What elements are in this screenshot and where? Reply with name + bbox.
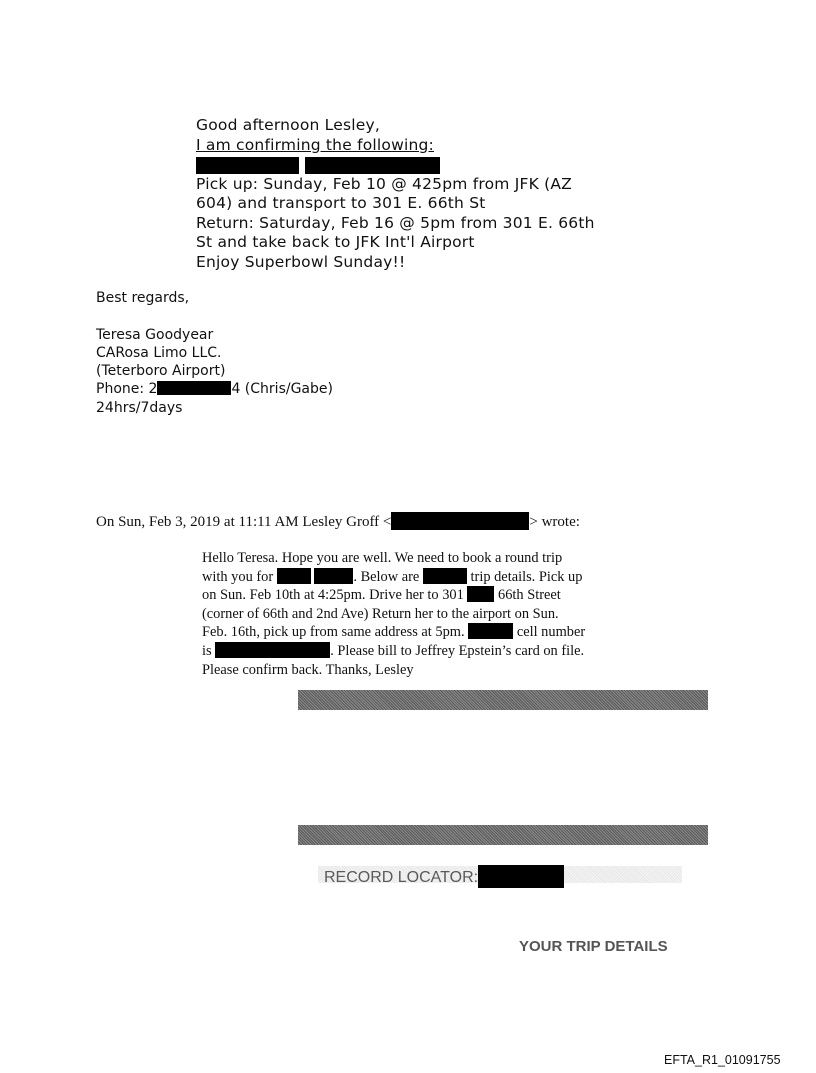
phone-label: Phone: 2: [96, 381, 158, 398]
reply-confirm-line: I am confirming the following:: [196, 135, 434, 154]
trip-details-heading: YOUR TRIP DETAILS: [519, 938, 668, 955]
text-fragment: on Sun. Feb 10th at 4:25pm. Drive her to 301: [202, 587, 464, 604]
signature-name: Teresa Goodyear: [96, 326, 214, 343]
reply-message: [196, 116, 595, 272]
signature-regards: Best regards,: [96, 290, 190, 306]
signature-spacer: [96, 307, 333, 325]
reply-closing: Enjoy Superbowl Sunday!!: [196, 252, 406, 271]
text-fragment: . Below are: [353, 568, 420, 585]
text-fragment: is: [202, 642, 212, 659]
text-fragment: cell number: [516, 624, 586, 641]
redacted-passenger-line: [196, 155, 595, 175]
redaction-block: [215, 642, 330, 658]
original-line: Please confirm back. Thanks, Lesley: [202, 661, 414, 678]
redaction-block: [157, 381, 231, 395]
text-fragment: with you for: [202, 568, 274, 585]
redaction-block: [277, 568, 311, 584]
quoted-header-suffix: > wrote:: [529, 514, 580, 530]
phone-tail: 4 (Chris/Gabe): [231, 381, 333, 398]
redaction-block: [305, 157, 440, 174]
redaction-block: [314, 568, 353, 584]
text-fragment: . Please bill to Jeffrey Epstein’s card on file.: [330, 642, 585, 659]
original-line: [202, 642, 585, 661]
reply-pickup-line-2: 604) and transport to 301 E. 66th St: [196, 194, 486, 212]
original-line: (corner of 66th and 2nd Ave) Return her to the airport on Sun.: [202, 605, 559, 622]
record-locator: [324, 865, 564, 888]
original-line: [202, 586, 585, 605]
reply-pickup-line-1: Pick up: Sunday, Feb 10 @ 425pm from JFK (AZ: [196, 174, 572, 193]
redaction-block: [423, 568, 467, 584]
redaction-block: [196, 157, 299, 174]
text-fragment: 66th Street: [498, 587, 561, 604]
redaction-block: [468, 623, 513, 639]
quoted-header: [96, 512, 580, 531]
text-fragment: trip details. Pick up: [470, 568, 583, 585]
signature-location: (Teterboro Airport): [96, 363, 226, 380]
reply-greeting: Good afternoon Lesley,: [196, 116, 380, 134]
record-locator-label: RECORD LOCATOR:: [324, 869, 479, 886]
redaction-block: [467, 586, 494, 602]
original-line: [202, 568, 585, 587]
reply-return-line-2: St and take back to JFK Int'l Airport: [196, 233, 475, 251]
original-line: [202, 623, 585, 642]
redaction-block: [391, 512, 529, 530]
signature-company: CARosa Limo LLC.: [96, 344, 222, 361]
quoted-header-prefix: On Sun, Feb 3, 2019 at 11:11 AM Lesley Groff <: [96, 514, 392, 530]
original-line: Hello Teresa. Hope you are well. We need to book a round trip: [202, 550, 563, 566]
redacted-banner-bottom: [298, 825, 708, 845]
signature-block: [96, 289, 333, 417]
redaction-block: [478, 865, 564, 888]
document-id: EFTA_R1_01091755: [664, 1053, 781, 1067]
signature-hours: 24hrs/7days: [96, 399, 183, 416]
signature-phone: [96, 380, 333, 398]
reply-return-line-1: Return: Saturday, Feb 16 @ 5pm from 301 E. 66th: [196, 213, 595, 232]
redacted-banner-top: [298, 690, 708, 710]
text-fragment: Feb. 16th, pick up from same address at 5pm.: [202, 624, 465, 641]
original-message: [202, 549, 585, 679]
